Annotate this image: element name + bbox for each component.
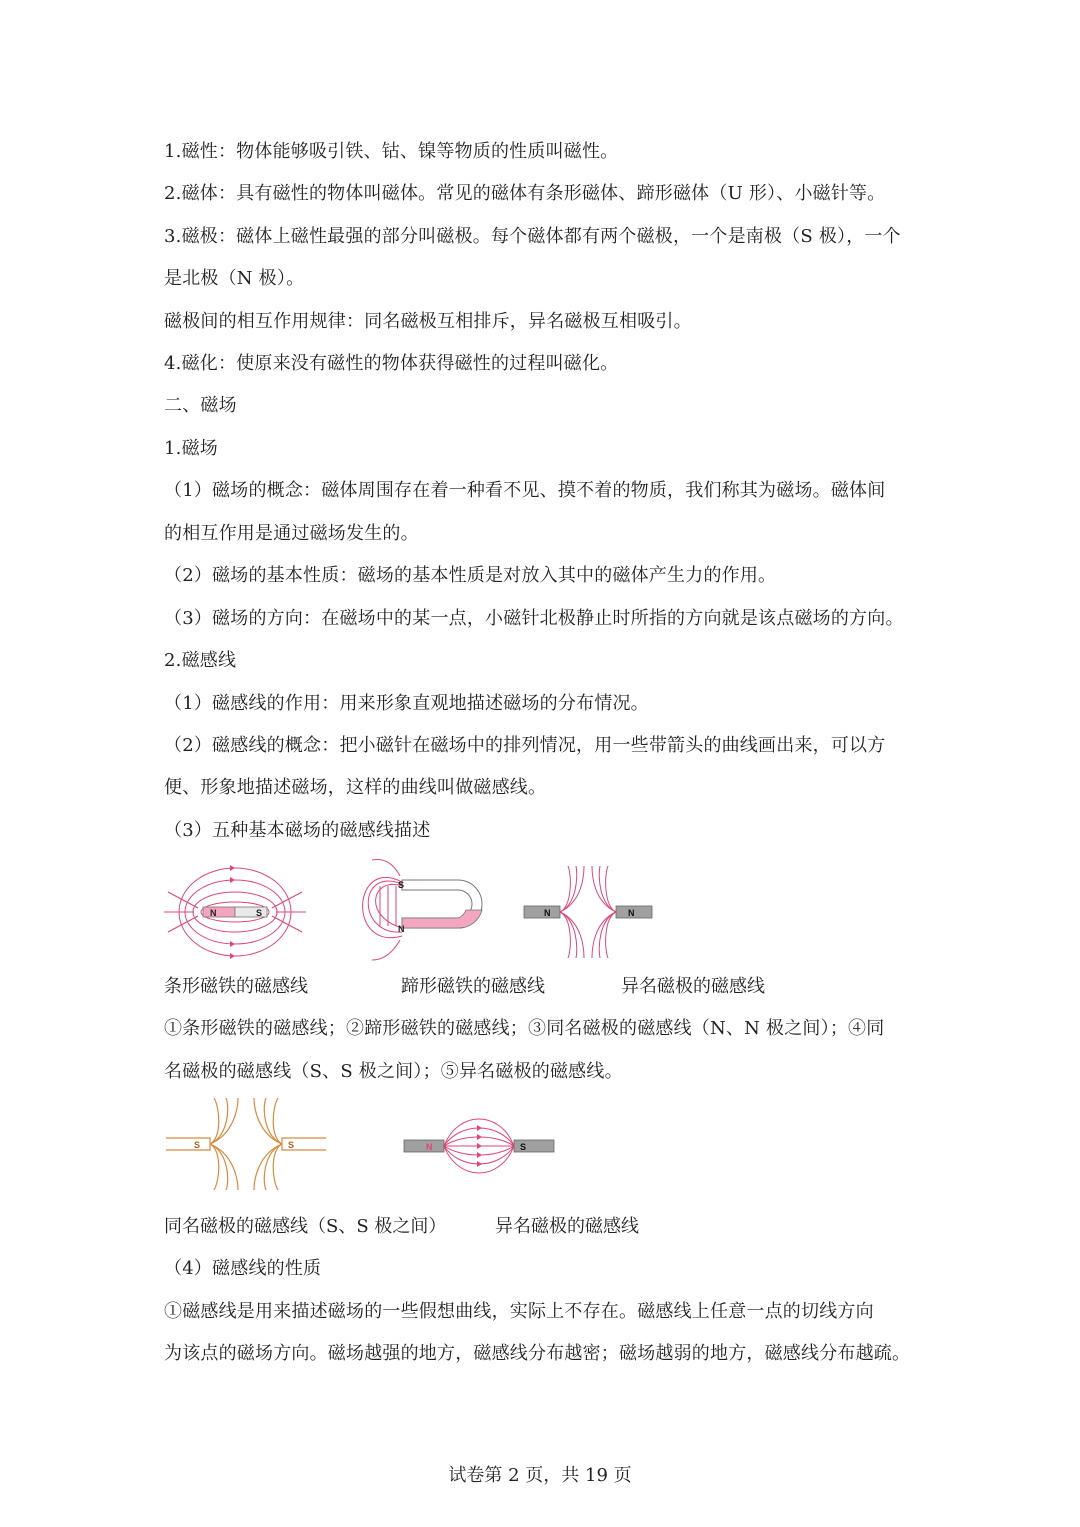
- text-line: 的相互作用是通过磁场发生的。: [164, 523, 419, 544]
- figure-caption: 蹄形磁铁的磁感线: [401, 976, 545, 997]
- left-n-label: N: [544, 908, 551, 918]
- subsection-heading: （4）磁感线的性质: [164, 1258, 322, 1279]
- unlike-s-label: S: [520, 1142, 527, 1152]
- right-s-label: S: [288, 1140, 295, 1150]
- unlike-n-label: N: [426, 1142, 433, 1152]
- text-line: 磁极间的相互作用规律：同名磁极互相排斥，异名磁极互相吸引。: [164, 311, 692, 332]
- text-line: （3）五种基本磁场的磁感线描述: [164, 820, 431, 841]
- figure-caption: 异名磁极的磁感线: [495, 1216, 639, 1237]
- magnet-n-label: N: [210, 908, 217, 918]
- text-line: 1.磁性：物体能够吸引铁、钴、镍等物质的性质叫磁性。: [164, 141, 619, 162]
- like-poles-s-figure: [164, 1098, 328, 1190]
- horseshoe-magnet-figure: [362, 856, 486, 966]
- text-line: 2.磁体：具有磁性的物体叫磁体。常见的磁体有条形磁体、蹄形磁体（U 形）、小磁针等。: [164, 183, 886, 204]
- text-line: 3.磁极：磁体上磁性最强的部分叫磁极。每个磁体都有两个磁极，一个是南极（S 极），一个: [164, 226, 901, 247]
- text-line: 是北极（N 极）。: [164, 268, 305, 289]
- figure-caption: 异名磁极的磁感线: [621, 976, 765, 997]
- horseshoe-s-label: S: [398, 880, 405, 890]
- text-line: 便、形象地描述磁场，这样的曲线叫做磁感线。: [164, 777, 547, 798]
- text-line: 名磁极的磁感线（S、S 极之间）；⑤异名磁极的磁感线。: [164, 1061, 623, 1082]
- text-line: （1）磁感线的作用：用来形象直观地描述磁场的分布情况。: [164, 693, 649, 714]
- subsection-heading: 1.磁场: [164, 438, 218, 459]
- text-line: 4.磁化：使原来没有磁性的物体获得磁性的过程叫磁化。: [164, 353, 619, 374]
- text-line: ①磁感线是用来描述磁场的一些假想曲线，实际上不存在。磁感线上任意一点的切线方向: [164, 1301, 874, 1322]
- magnet-s-label: S: [256, 908, 263, 918]
- right-n-label: N: [628, 908, 635, 918]
- unlike-poles-figure: [402, 1108, 556, 1184]
- section-heading: 二、磁场: [164, 395, 237, 416]
- text-line: （2）磁感线的概念：把小磁针在磁场中的排列情况，用一些带箭头的曲线画出来，可以方: [164, 735, 886, 756]
- subsection-heading: 2.磁感线: [164, 650, 237, 671]
- text-line: ①条形磁铁的磁感线；②蹄形磁铁的磁感线；③同名磁极的磁感线（N、N 极之间）；④同: [164, 1018, 885, 1039]
- horseshoe-n-label: N: [398, 924, 405, 934]
- figure-caption: 同名磁极的磁感线（S、S 极之间）: [164, 1216, 447, 1237]
- like-poles-n-figure: [522, 866, 654, 958]
- bar-magnet-figure: [164, 862, 306, 962]
- left-s-label: S: [194, 1140, 201, 1150]
- page-footer: 试卷第 2 页，共 19 页: [448, 1465, 632, 1486]
- text-line: （2）磁场的基本性质：磁场的基本性质是对放入其中的磁体产生力的作用。: [164, 565, 777, 586]
- text-line: （3）磁场的方向：在磁场中的某一点，小磁针北极静止时所指的方向就是该点磁场的方向。: [164, 608, 904, 629]
- text-line: （1）磁场的概念：磁体周围存在着一种看不见、摸不着的物质，我们称其为磁场。磁体间: [164, 480, 886, 501]
- figure-caption: 条形磁铁的磁感线: [164, 976, 308, 997]
- text-line: 为该点的磁场方向。磁场越强的地方，磁感线分布越密；磁场越弱的地方，磁感线分布越疏。: [164, 1343, 911, 1364]
